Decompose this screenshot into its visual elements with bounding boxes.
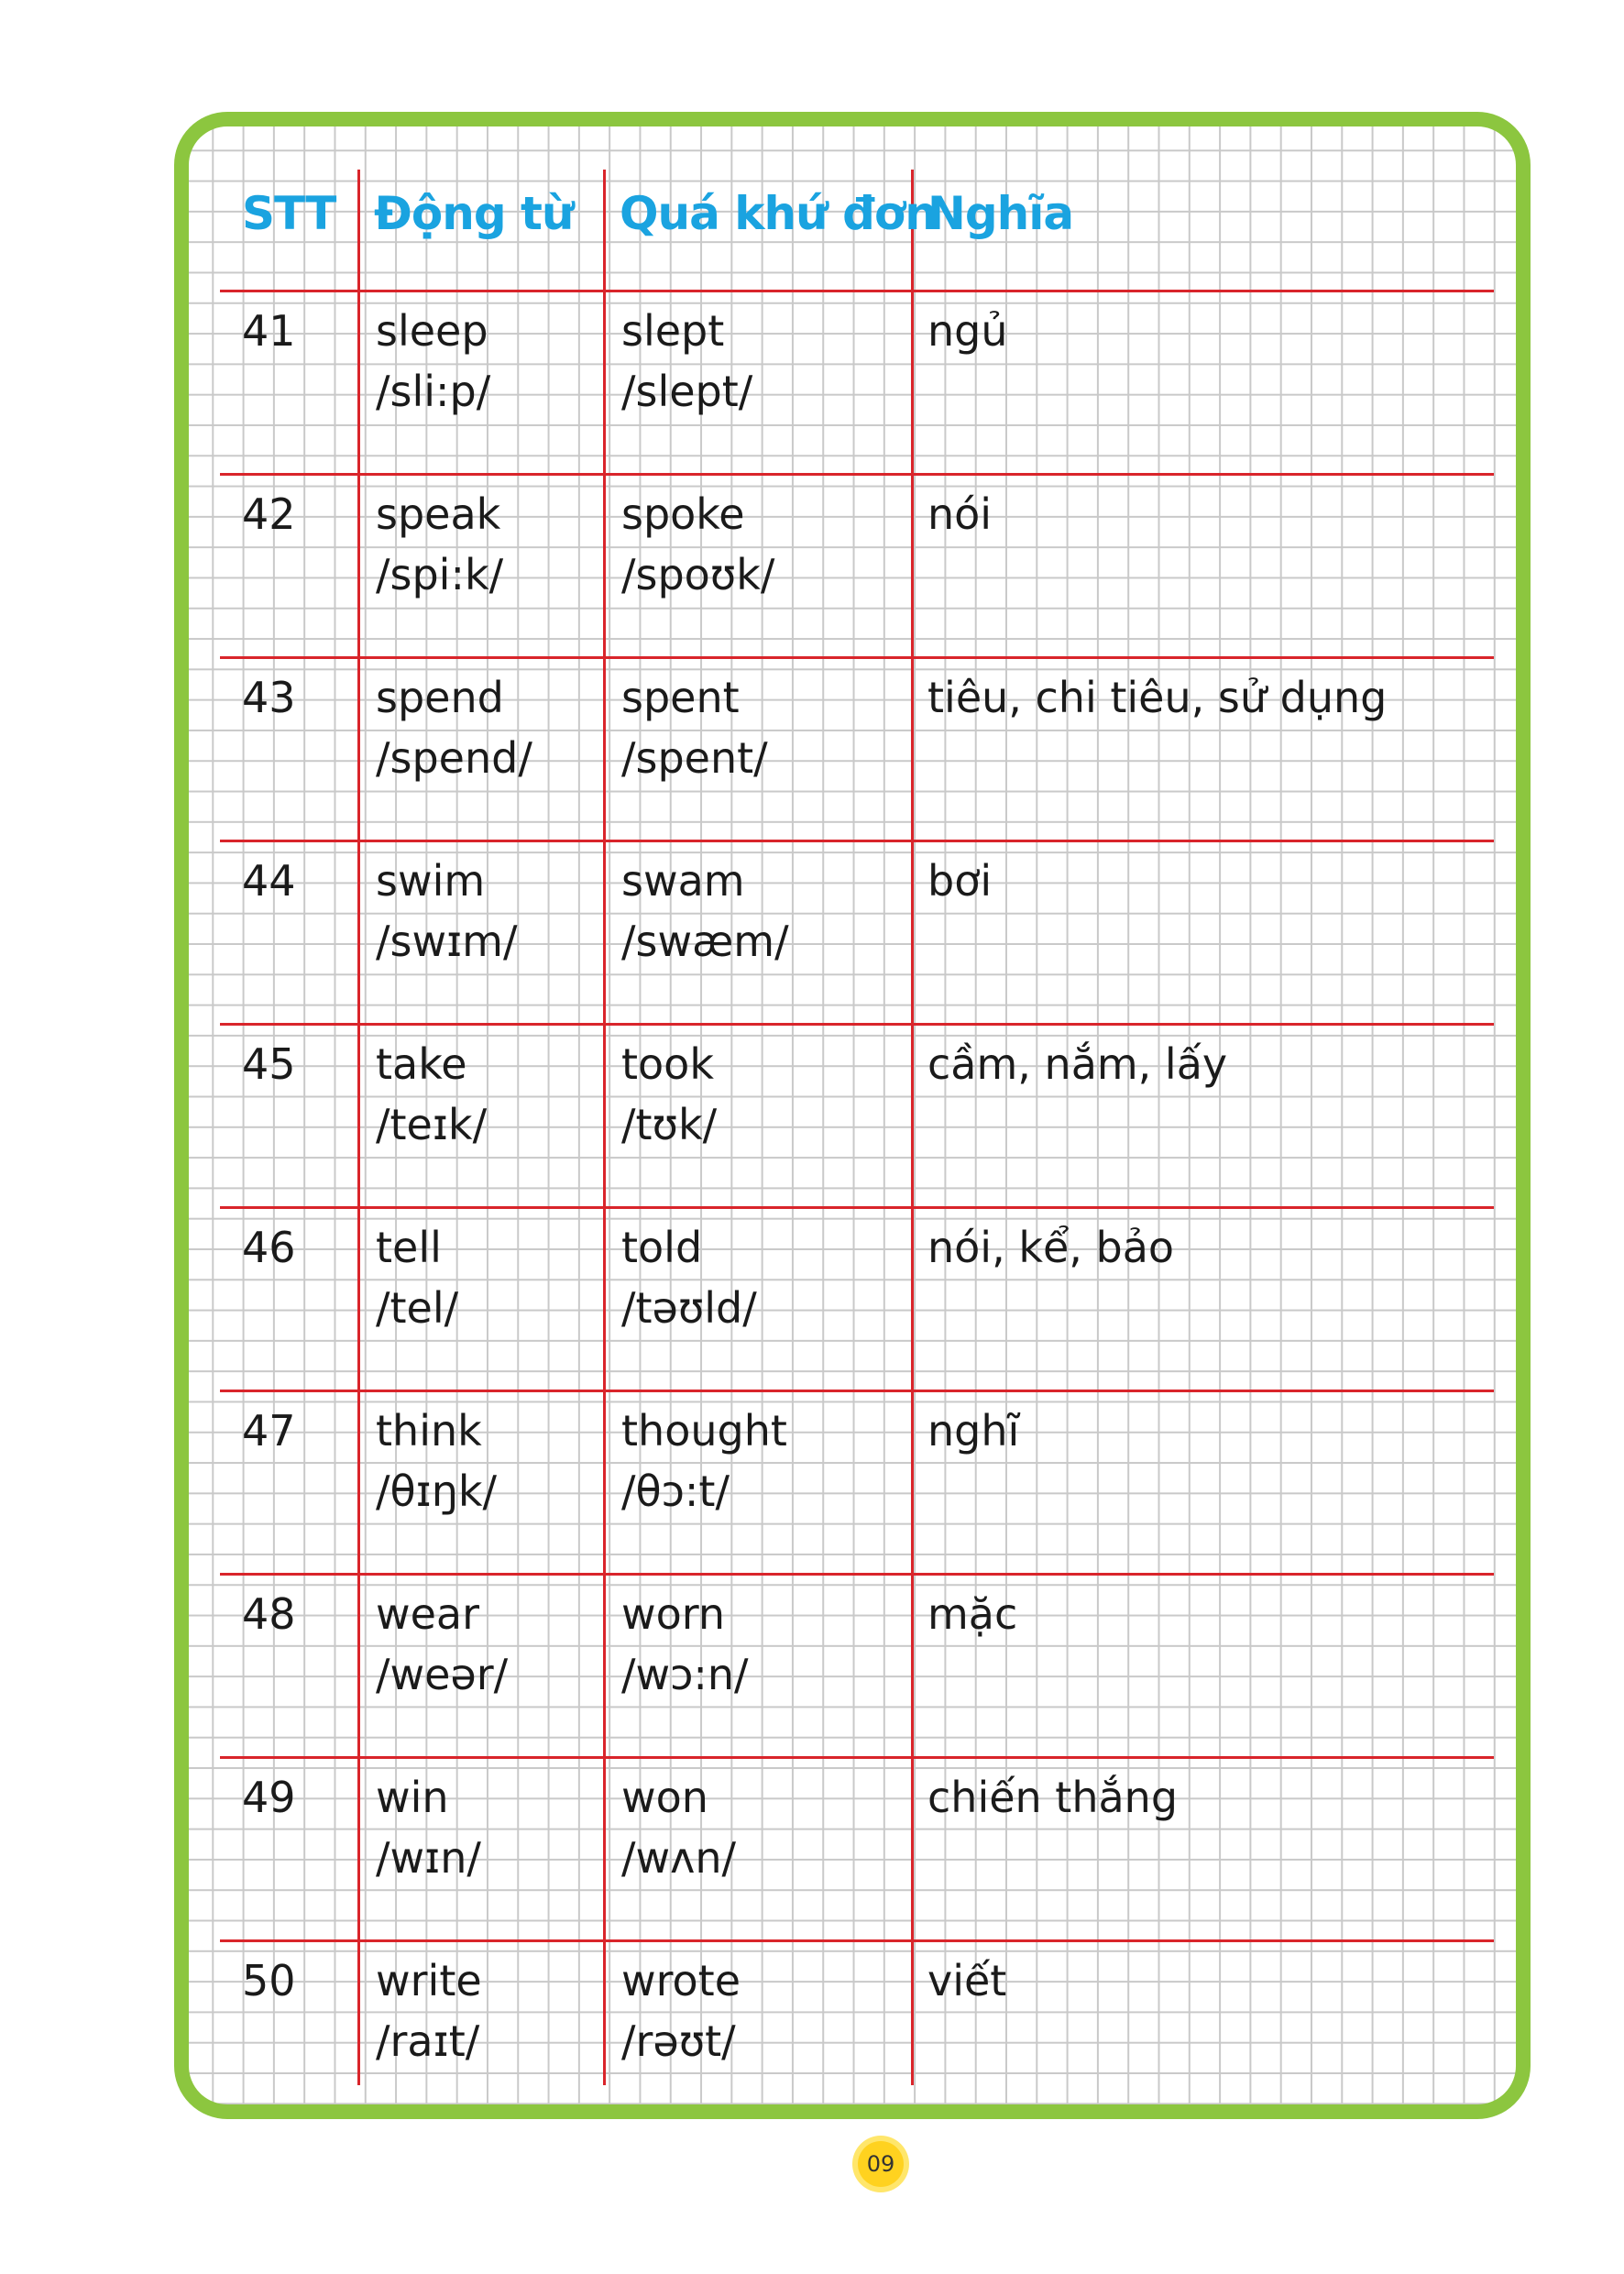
header-past: Quá khứ đơn: [620, 187, 937, 240]
row-verb-ipa: /tel/: [376, 1283, 459, 1333]
row-stt: 42: [242, 489, 296, 539]
column-divider: [357, 170, 360, 2085]
row-stt: 48: [242, 1589, 296, 1639]
row-meaning: viết: [927, 1956, 1007, 2005]
row-divider: [220, 1023, 1494, 1026]
row-past-ipa: /θɔ:t/: [621, 1467, 730, 1516]
row-meaning: chiến thắng: [927, 1773, 1179, 1822]
row-verb: sleep: [376, 306, 488, 356]
row-verb-ipa: /teɪk/: [376, 1100, 488, 1149]
row-stt: 46: [242, 1223, 296, 1272]
row-past-ipa: /swæm/: [621, 917, 789, 966]
row-stt: 45: [242, 1039, 296, 1089]
row-verb: speak: [376, 489, 501, 539]
row-past-ipa: /wɔ:n/: [621, 1650, 749, 1699]
row-past: told: [621, 1223, 703, 1272]
row-divider: [220, 1756, 1494, 1759]
row-verb: spend: [376, 673, 504, 722]
row-stt: 41: [242, 306, 296, 356]
row-meaning: nghĩ: [927, 1406, 1020, 1456]
row-divider: [220, 473, 1494, 476]
page-number-badge: 09: [858, 2141, 904, 2187]
row-meaning: nói, kể, bảo: [927, 1223, 1175, 1272]
row-stt: 49: [242, 1773, 296, 1822]
row-stt: 44: [242, 856, 296, 906]
row-divider: [220, 1206, 1494, 1209]
row-verb-ipa: /θɪŋk/: [376, 1467, 498, 1516]
row-stt: 50: [242, 1956, 296, 2005]
header-stt: STT: [242, 187, 336, 240]
row-verb: write: [376, 1956, 482, 2005]
column-divider: [911, 170, 914, 2085]
row-past-ipa: /tʊk/: [621, 1100, 718, 1149]
header-meaning: Nghĩa: [927, 187, 1074, 240]
row-divider: [220, 290, 1494, 292]
row-past: worn: [621, 1589, 726, 1639]
row-past: thought: [621, 1406, 787, 1456]
row-verb: tell: [376, 1223, 442, 1272]
row-meaning: mặc: [927, 1589, 1018, 1639]
row-divider: [220, 840, 1494, 842]
row-meaning: tiêu, chi tiêu, sử dụng: [927, 673, 1388, 722]
row-stt: 43: [242, 673, 296, 722]
row-stt: 47: [242, 1406, 296, 1456]
row-verb-ipa: /spi:k/: [376, 550, 504, 599]
row-past-ipa: /spent/: [621, 733, 768, 783]
row-past: wrote: [621, 1956, 741, 2005]
row-verb-ipa: /swɪm/: [376, 917, 518, 966]
row-past: swam: [621, 856, 745, 906]
row-past: won: [621, 1773, 708, 1822]
row-divider: [220, 1573, 1494, 1576]
row-verb: swim: [376, 856, 486, 906]
row-verb-ipa: /spend/: [376, 733, 532, 783]
row-meaning: ngủ: [927, 306, 1008, 356]
row-past-ipa: /təʊld/: [621, 1283, 757, 1333]
row-past-ipa: /slept/: [621, 367, 753, 416]
row-verb: think: [376, 1406, 482, 1456]
row-meaning: bơi: [927, 856, 993, 906]
column-divider: [603, 170, 606, 2085]
row-verb: take: [376, 1039, 467, 1089]
row-past: slept: [621, 306, 725, 356]
row-divider: [220, 1390, 1494, 1392]
row-past: spent: [621, 673, 740, 722]
row-past-ipa: /rəʊt/: [621, 2016, 736, 2066]
row-past-ipa: /wʌn/: [621, 1833, 736, 1883]
header-verb: Động từ: [374, 187, 574, 240]
row-divider: [220, 656, 1494, 659]
row-verb-ipa: /weər/: [376, 1650, 509, 1699]
row-divider: [220, 1939, 1494, 1942]
row-verb-ipa: /wɪn/: [376, 1833, 481, 1883]
row-past-ipa: /spoʊk/: [621, 550, 775, 599]
row-past: spoke: [621, 489, 745, 539]
row-verb-ipa: /raɪt/: [376, 2016, 480, 2066]
row-verb: win: [376, 1773, 449, 1822]
row-meaning: nói: [927, 489, 993, 539]
verb-table: [229, 174, 1503, 2081]
row-past: took: [621, 1039, 714, 1089]
row-meaning: cầm, nắm, lấy: [927, 1039, 1228, 1089]
row-verb: wear: [376, 1589, 480, 1639]
row-verb-ipa: /sli:p/: [376, 367, 491, 416]
